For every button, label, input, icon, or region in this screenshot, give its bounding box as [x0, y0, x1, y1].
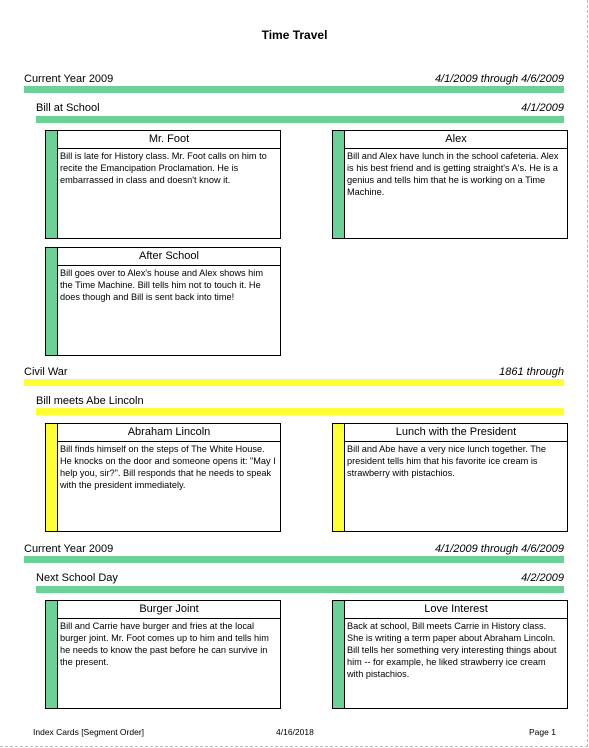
- card-title: After School: [58, 248, 280, 266]
- index-card[interactable]: [332, 130, 568, 239]
- card-title: Alex: [345, 131, 567, 149]
- segment-dates: 4/1/2009 through 4/6/2009: [434, 73, 564, 85]
- scene-date: 4/1/2009: [521, 102, 564, 114]
- card-color-stripe: [46, 601, 58, 708]
- segment-label: Current Year 2009: [24, 543, 114, 555]
- segment-header: [24, 366, 564, 380]
- card-body: Bill is late for History class. Mr. Foot calls on him to recite the Emancipation Proclamation. He is embarrassed in class and doesn't know it.: [60, 151, 267, 185]
- index-card[interactable]: [45, 247, 281, 356]
- segment-color-bar: [24, 86, 564, 93]
- segment-label: Civil War: [24, 366, 68, 378]
- card-body: Bill and Carrie have burger and fries at the local burger joint. Mr. Foot comes up to him and tells him he needs to know the past before he can survive in the present.: [60, 621, 269, 667]
- segment-dates: 4/1/2009 through 4/6/2009: [434, 543, 564, 555]
- card-title: Abraham Lincoln: [58, 424, 280, 442]
- segment-color-bar: [24, 556, 564, 563]
- index-card[interactable]: [45, 423, 281, 532]
- card-title: Mr. Foot: [58, 131, 280, 149]
- report-title: Time Travel: [261, 28, 328, 42]
- card-body: Bill and Alex have lunch in the school cafeteria. Alex is his best friend and is getting straight's A's. He is a genius and tells him that he is working on a Time Machine.: [347, 151, 559, 197]
- card-color-stripe: [333, 601, 345, 708]
- segment-dates: 1861 through: [499, 366, 564, 378]
- card-body: Bill and Abe have a very nice lunch together. The president tells him that his favorite ice cream is strawberry with pistachios.: [347, 444, 547, 478]
- card-color-stripe: [333, 131, 345, 238]
- index-card[interactable]: [45, 600, 281, 709]
- card-color-stripe: [46, 248, 58, 355]
- card-body: Bill finds himself on the steps of The White House. He knocks on the door and someone opens it: "May I help you, sir?". Bill responds that he needs to speak with the president immediately.: [60, 444, 276, 490]
- footer-page: Page 1: [529, 727, 556, 737]
- index-card[interactable]: [332, 600, 568, 709]
- card-body: Bill goes over to Alex's house and Alex shows him the Time Machine. Bill tells him not to touch it. He does though and Bill is sent back into time!: [60, 268, 263, 302]
- index-card[interactable]: [45, 130, 281, 239]
- scene-header: [36, 395, 564, 409]
- footer-left: Index Cards [Segment Order]: [33, 727, 145, 737]
- scene-label: Bill at School: [36, 102, 100, 114]
- scene-date: 4/2/2009: [521, 572, 564, 584]
- card-title: Love Interest: [345, 601, 567, 619]
- footer-date: 4/16/2018: [276, 727, 314, 737]
- scene-color-bar: [36, 116, 564, 123]
- segment-color-bar: [24, 379, 564, 386]
- card-color-stripe: [46, 131, 58, 238]
- scene-header: [36, 102, 564, 116]
- card-body: Back at school, Bill meets Carrie in History class. She is writing a term paper about Abraham Lincoln. Bill tells her something very interesting things about him -- for example, he liked strawberry ice cream with pistachios.: [347, 621, 557, 679]
- segment-header: [24, 73, 564, 87]
- card-color-stripe: [333, 424, 345, 531]
- scene-header: [36, 572, 564, 586]
- card-color-stripe: [46, 424, 58, 531]
- scene-color-bar: [36, 408, 564, 415]
- segment-label: Current Year 2009: [24, 73, 114, 85]
- scene-color-bar: [36, 586, 564, 593]
- scene-label: Next School Day: [36, 572, 118, 584]
- scene-label: Bill meets Abe Lincoln: [36, 395, 144, 407]
- card-title: Burger Joint: [58, 601, 280, 619]
- segment-header: [24, 543, 564, 557]
- index-card[interactable]: [332, 423, 568, 532]
- card-title: Lunch with the President: [345, 424, 567, 442]
